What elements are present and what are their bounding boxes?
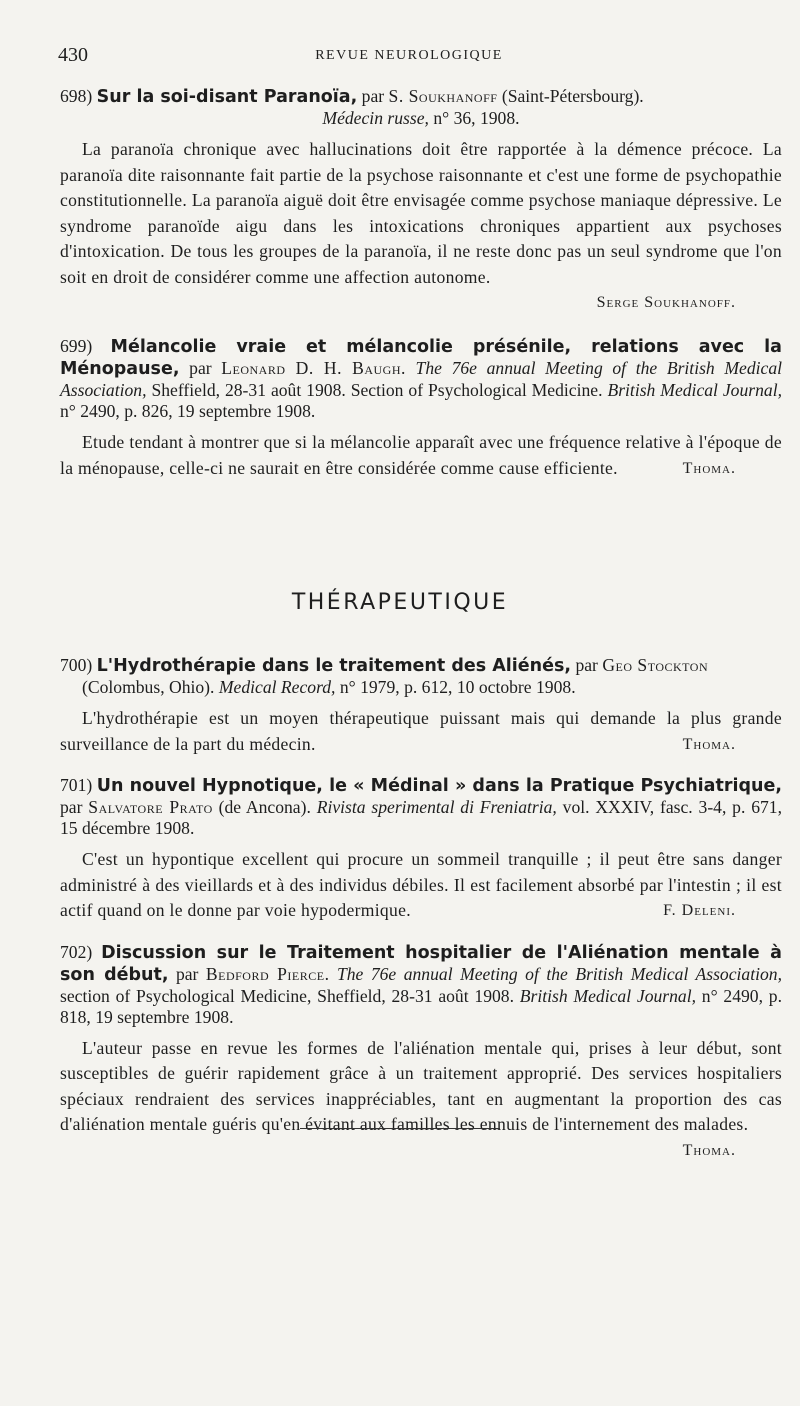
entry-body [60,1036,782,1159]
journal-title: REVUE NEUROLOGIQUE [315,48,503,63]
page-number: 430 [58,44,88,66]
entry-body-text: L'auteur passe en revue les formes de l'aliénation mentale qui, prises à leur début, sont susceptibles de guérir rapidement grâce à un traitement approprié. Des services hospitaliers spéciaux rendraient des services inappréciables, tant en augmentant la proportion des cas d'aliénation mentale guéris qu'en évitant aux familles les ennuis de l'internement des malades. [60,1037,782,1134]
entry-journal-2: British Medical Journal, [607,380,783,400]
entry-body [60,430,782,481]
entry-title: L'Hydrothérapie dans le traitement des Aliénés, [96,656,572,676]
entry-title: Un nouvel Hypnotique, le « Médinal » dans la Pratique Psychiatrique, [96,776,782,796]
entry-body [60,706,782,757]
entry-698 [60,86,782,312]
entry-signature: F. Deleni. [663,902,736,919]
entry-701 [60,775,782,924]
entry-body: La paranoïa chronique avec hallucinations doit être rapportée à la démence précoce. La paranoïa dite raisonnante fait partie de la psychose raisonnante et c'est une forme de psychopathie constitutionnelle. La paranoïa aiguë doit être envisagée comme psychose maniaque dépressive. Le syndrome paranoïde aigu dans les intoxications chroniques appartient aux psychoses d'intoxication. De tous les groupes de la paranoïa, il ne reste donc pas un seul syndrome que l'on soit en droit de considérer comme une affection autonome. [60,139,782,287]
entry-author: Geo Stockton [602,655,709,675]
entry-signature: Thoma. [682,1141,736,1159]
entry-heading [60,655,782,698]
entry-author: Bedford Pierce. [205,963,330,984]
running-head [58,44,760,68]
therapeutics-content [60,655,782,1163]
entry-journal: The 76e annual Meeting of the British Medical Association, [336,963,782,984]
entry-affiliation: (de Ancona). [218,797,311,817]
entry-reference: vol. XXXIV, fasc. 3-4, p. 671, 15 décembre 1908. [60,797,782,838]
entry-body-text: Etude tendant à montrer que si la mélancolie apparaît avec une fréquence relative à l'époque de la ménopause, celle-ci ne saurait en être considérée comme cause efficiente. [60,432,782,478]
entry-affiliation: (Colombus, Ohio). [82,677,215,697]
entry-number: 699) [60,336,93,356]
entry-signature: Thoma. [682,735,736,753]
entry-number: 701) [60,775,93,795]
entry-journal: The 76e annual Meeting of the British Medical Association, [60,358,783,400]
by-word: par [361,86,385,106]
entry-affiliation: (Saint-Pétersbourg). [501,86,644,106]
entry-reference: n° 36, 1908. [433,108,520,128]
entry-heading [60,86,782,129]
entry-number: 698) [60,86,93,106]
entry-author: Leonard D. H. Baugh. [221,358,406,378]
entry-heading [60,942,782,1028]
entry-reference-2: n° 2490, p. 826, 19 septembre 1908. [60,401,316,421]
entry-journal: Medical Record, [218,677,336,697]
by-word: par [575,655,598,675]
entry-702 [60,941,782,1159]
article-content [60,86,782,481]
entry-body [60,847,782,924]
entry-reference: n° 1979, p. 612, 10 octobre 1908. [339,677,576,697]
entry-journal-2: British Medical Journal, [519,985,697,1006]
entry-reference: section of Psychological Medicine, Sheffield, 28-31 août 1908. [60,985,514,1006]
entry-699 [60,336,782,481]
entry-journal: Rivista sperimental di Freniatria, [316,797,557,817]
section-heading: THÉRAPEUTIQUE [291,590,509,615]
entry-title: Discussion sur le Traitement hospitalier de l'Aliénation mentale à son début, [60,942,782,985]
by-word: par [60,797,83,817]
entry-heading [60,775,782,839]
by-word: par [175,963,199,984]
end-rule [300,1128,500,1129]
entry-700 [60,655,782,757]
entry-signature: Thoma. [682,459,736,477]
entry-number: 700) [60,655,93,675]
entry-heading [60,336,782,422]
entry-title: Sur la soi-disant Paranoïa, [96,87,358,107]
entry-body-text: L'hydrothérapie est un moyen thérapeutique puissant mais qui demande la plus grande surveillance de la part du médecin. [60,708,782,754]
by-word: par [189,358,212,378]
entry-journal: Médecin russe, [322,108,429,128]
entry-body-text: C'est un hypontique excellent qui procure un sommeil tranquille ; il peut être sans danger administré à des vieillards et à des individus débiles. Il est facilement absorbé par l'intestin ; il est actif quand on le donne par voie hypodermique. [60,849,782,920]
entry-reference: Sheffield, 28-31 août 1908. Section of Psychological Medicine. [151,380,603,400]
entry-reference-2: n° 2490, p. 818, 19 septembre 1908. [60,985,782,1027]
entry-number: 702) [60,941,93,962]
entry-signature: Serge Soukhanoff. [596,294,736,311]
entry-author: Salvatore Prato [88,797,213,817]
entry-title: Mélancolie vraie et mélancolie présénile, relations avec la Ménopause, [60,337,782,379]
entry-author: S. Soukhanoff [388,86,498,106]
